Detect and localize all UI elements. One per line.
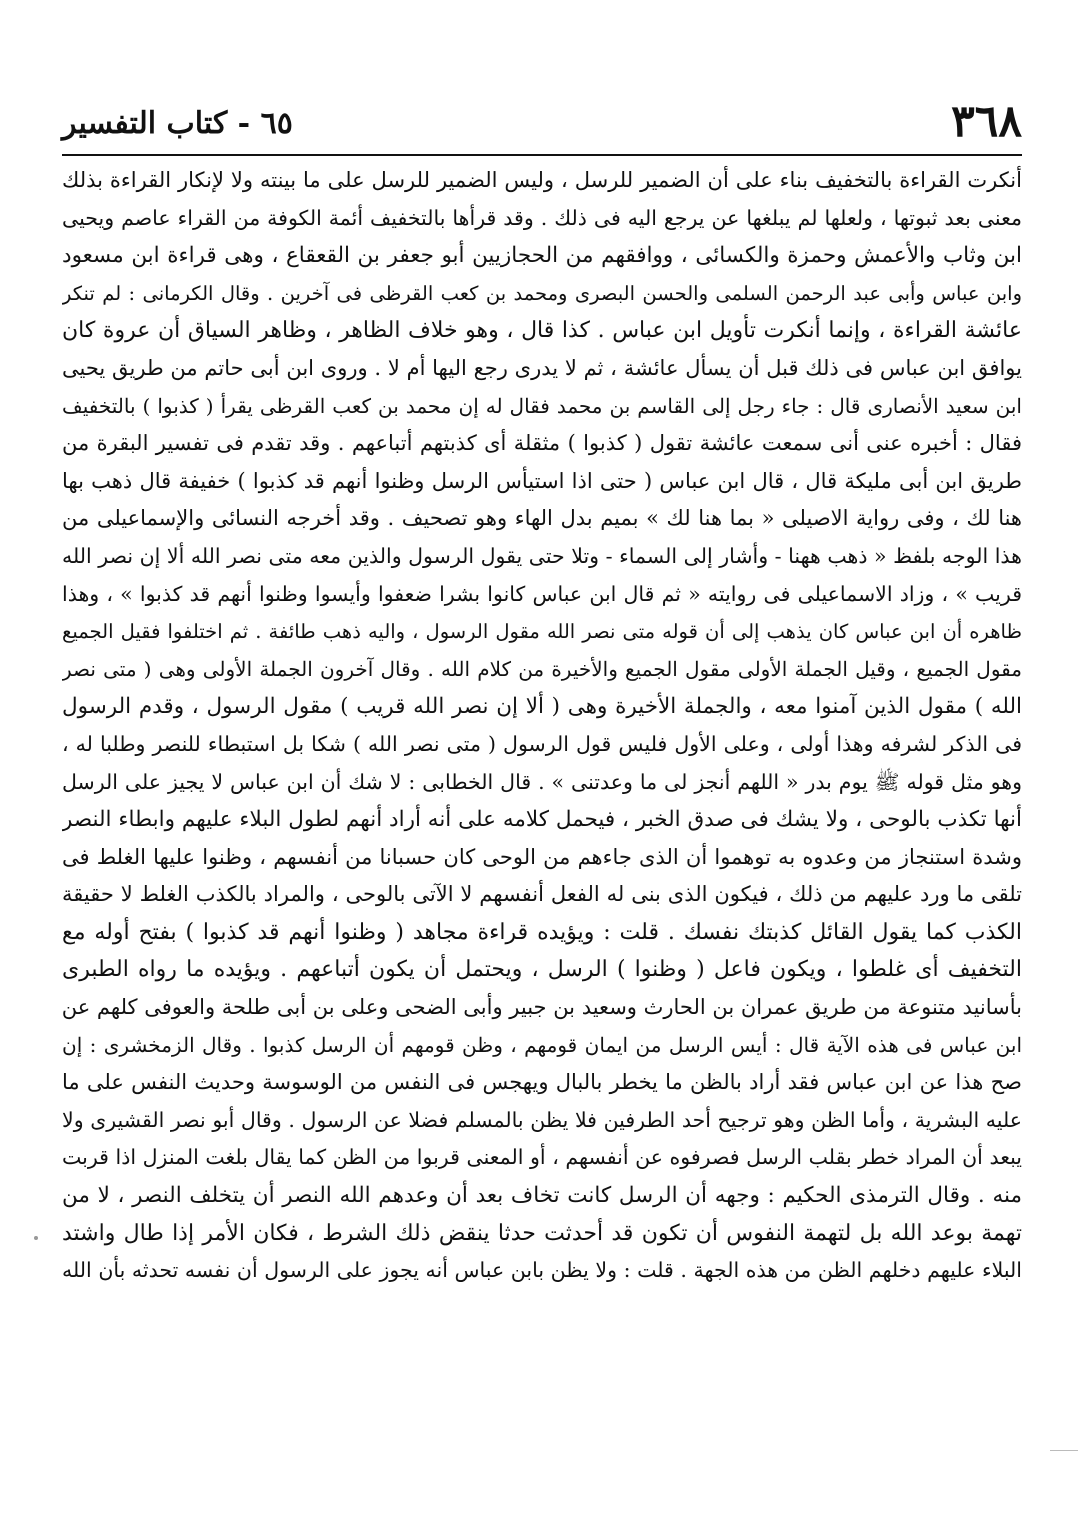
page-header (62, 92, 1022, 152)
text-line: هذا الوجه بلفظ « ذهب ههنا - وأشار إلى السماء - وتلا حتى يقول الرسول والذين معه متى نصر الله ألا إن نصر الله (62, 543, 1022, 568)
text-line: هنا لك ، وفى رواية الاصيلى « بما هنا لك » بميم بدل الهاء وهو تصحيف . وقد أخرجه النسائى والإسماعيلى من (62, 506, 1022, 531)
text-line: البلاء عليهم دخلهم الظن من هذه الجهة . قلت : ولا يظن بابن عباس أنه يجوز على الرسول أن نفسه تحدثه بأن الله (62, 1258, 1022, 1283)
text-line: عائشة القراءة ، وإنما أنكرت تأويل ابن عباس . كذا قال ، وهو خلاف الظاهر ، وظاهر السياق أن عروة كان (62, 318, 1022, 344)
scan-speck (34, 1236, 38, 1240)
text-line: التخفيف أى غلطوا ، ويكون فاعل ( وظنوا ) الرسل ، ويحتمل أن يكون أتباعهم . ويؤيده ما رواه الطبرى (62, 957, 1022, 983)
text-line: ظاهره أن ابن عباس كان يذهب إلى أن قوله متى نصر الله مقول الرسول ، واليه ذهب طائفة . ثم اختلفوا فقيل الجميع (62, 620, 1022, 644)
text-line: عليه البشرية ، وأما الظن وهو ترجيح أحد الطرفين فلا يظن بالمسلم فضلا عن الرسول . وقال أبو نصر القشيرى ولا (62, 1107, 1022, 1132)
text-line: الله ) مقول الذين آمنوا معه ، والجملة الأخيرة وهى ( ألا إن نصر الله قريب ) مقول الرسول ، وقدم الرسول (62, 694, 1022, 720)
text-line: منه . وقال الترمذى الحكيم : وجهه أن الرسل كانت تخاف بعد أن وعدهم الله النصر أن يتخلف النصر ، لا من (62, 1183, 1022, 1209)
text-line: الكذب كما يقول القائل كذبتك نفسك . قلت : ويؤيده قراءة مجاهد ( وظنوا أنهم قد كذبوا ) بفتح أوله مع (62, 919, 1022, 945)
text-line: معنى بعد ثبوتها ، ولعلها لم يبلغها عن يرجع اليه فى ذلك . وقد قرأها بالتخفيف أئمة الكوفة من القراء عاصم ويحيى (62, 205, 1022, 230)
text-line: أنها تكذب بالوحى ، ولا يشك فى صدق الخبر ، فيحمل كلامه على أنه أراد أنهم لطول البلاء عليهم وابطاء النصر (62, 807, 1022, 833)
text-line: فى الذكر لشرفه وهذا أولى ، وعلى الأول فليس قول الرسول ( متى نصر الله ) شكا بل استبطاء للنصر وطلبا له ، (62, 731, 1022, 756)
text-line: يبعد أن المراد خطر بقلب الرسل فصرفوه عن أنفسهم ، أو المعنى قربوا من الظن كما يقال بلغت المنزل اذا قربت (62, 1145, 1022, 1170)
text-line: ابن وثاب والأعمش وحمزة والكسائى ، ووافقهم من الحجازيين أبو جعفر بن القعقاع ، وهى قراءة ابن مسعود (62, 243, 1022, 269)
text-line: تهمة بوعد الله بل لتهمة النفوس أن تكون قد أحدثت حدثا ينقض ذلك الشرط ، فكان الأمر إذا طال واشتد (62, 1220, 1022, 1246)
text-line: أنكرت القراءة بالتخفيف بناء على أن الضمير للرسل ، وليس الضمير للرسل على ما بينته ولا لإنكار القراءة بذلك (62, 168, 1022, 192)
header-rule (62, 154, 1022, 156)
text-line: ابن سعيد الأنصارى قال : جاء رجل إلى القاسم بن محمد فقال له إن محمد بن كعب القرظى يقرأ ( كذبوا ) بالتخفيف (62, 393, 1022, 418)
text-line: قريب » ، وزاد الاسماعيلى فى روايته « ثم قال ابن عباس كانوا بشرا ضعفوا وأيسوا وظنوا أنهم قد كذبوا » ، وهذا (62, 581, 1022, 606)
text-line: فقال : أخبره عنى أنى سمعت عائشة تقول ( كذبوا ) مثقلة أى كذبتهم أتباعهم . وقد تقدم فى تفسير البقرة من (62, 431, 1022, 456)
text-line: وهو مثل قوله ﷺ يوم بدر « اللهم أنجز لى ما وعدتنى » . قال الخطابى : لا شك أن ابن عباس لا يجيز على الرسل (62, 769, 1022, 794)
text-line: تلقى ما ورد عليهم من ذلك ، فيكون الذى بنى له الفعل أنفسهم لا الآتى بالوحى ، والمراد بالكذب الغلط لا حقيقة (62, 882, 1022, 907)
text-line: وشدة استنجاز من وعدوه به توهموا أن الذى جاءهم من الوحى كان حسبانا من أنفسهم ، وظنوا عليها الغلط فى (62, 844, 1022, 869)
body-text (62, 162, 1022, 1290)
page-number: ٣٦٨ (951, 96, 1022, 147)
scan-mark (1050, 1450, 1078, 1451)
text-line: بأسانيد متنوعة من طريق عمران بن الحارث وسعيد بن جبير وأبى الضحى وعلى بن أبى طلحة والعوفى كلهم عن (62, 995, 1022, 1020)
text-line: وابن عباس وأبى عبد الرحمن السلمى والحسن البصرى ومحمد بن كعب القرظى فى آخرين . وقال الكرمانى : لم تنكر (62, 281, 1022, 305)
text-line: مقول الجميع ، وقيل الجملة الأولى مقول الجميع والأخيرة من كلام الله . وقال آخرون الجملة الأولى وهى ( متى نصر (62, 656, 1022, 681)
running-title: ٦٥ - كتاب التفسير (62, 106, 293, 141)
text-line: صح هذا عن ابن عباس فقد أراد بالظن ما يخطر بالبال ويهجس فى النفس من الوسوسة وحديث النفس على ما (62, 1070, 1022, 1095)
text-line: ابن عباس فى هذه الآية قال : أيس الرسل من ايمان قومهم ، وظن قومهم أن الرسل كذبوا . وقال الزمخشرى : إن (62, 1032, 1022, 1057)
text-line: يوافق ابن عباس فى ذلك قبل أن يسأل عائشة ، ثم لا يدرى رجع اليها أم لا . وروى ابن أبى حاتم من طريق يحيى (62, 355, 1022, 380)
text-line: طريق ابن أبى مليكة قال ، قال ابن عباس ( حتى اذا استيأس الرسل وظنوا أنهم قد كذبوا ) خفيفة قال ذهب بها (62, 468, 1022, 493)
